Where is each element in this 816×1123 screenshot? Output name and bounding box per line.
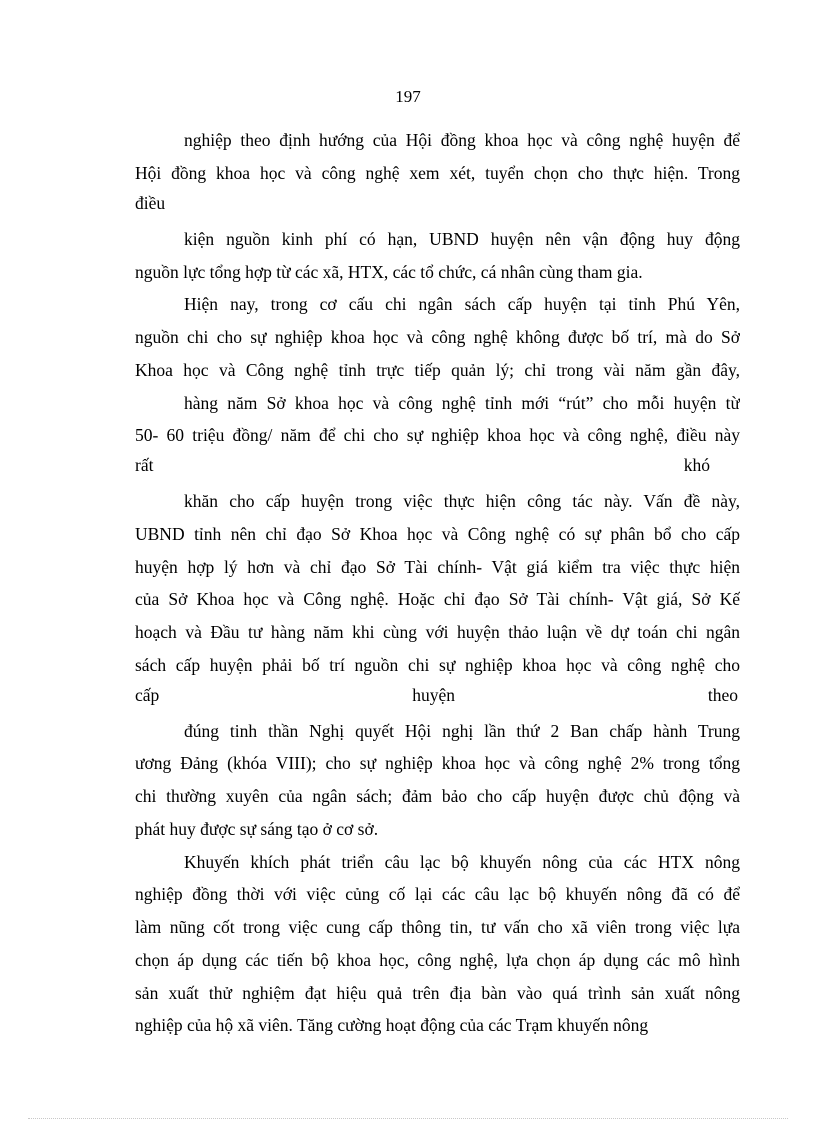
- text-line: nguồn chi cho sự nghiệp khoa học và công nghệ không được bố trí, mà do Sở: [135, 327, 740, 347]
- text-line: Hiện nay, trong cơ cấu chi ngân sách cấp huyện tại tỉnh Phú Yên,: [184, 294, 740, 314]
- text-line: nghiệp theo định hướng của Hội đồng khoa học và công nghệ huyện để: [184, 130, 740, 150]
- text-line: nghiệp đồng thời với việc củng cố lại các câu lạc bộ khuyến nông đã có để: [135, 884, 740, 904]
- page-bottom-rule: [28, 1118, 788, 1119]
- text-line: sách cấp huyện phải bố trí nguồn chi sự nghiệp khoa học và công nghệ cho: [135, 655, 740, 675]
- page-number: 197: [395, 87, 421, 106]
- text-line: Khuyến khích phát triển câu lạc bộ khuyến nông của các HTX nông: [184, 852, 740, 872]
- text-line: sản xuất thử nghiệm đạt hiệu quả trên địa bàn vào quá trình sản xuất nông: [135, 983, 740, 1003]
- text-line: nghiệp của hộ xã viên. Tăng cường hoạt động của các Trạm khuyến nông: [135, 1015, 649, 1035]
- text-line: Khoa học và Công nghệ tỉnh trực tiếp quản lý; chỉ trong vài năm gần đây,: [135, 360, 740, 380]
- text-line: rất khó: [135, 455, 710, 475]
- text-line: 50- 60 triệu đồng/ năm để chi cho sự nghiệp khoa học và công nghệ, điều này: [135, 425, 740, 445]
- text-line: nguồn lực tổng hợp từ các xã, HTX, các tổ chức, cá nhân cùng tham gia.: [135, 262, 643, 282]
- text-line: hoạch và Đầu tư hàng năm khi cùng với huyện thảo luận về dự toán chi ngân: [135, 622, 740, 642]
- text-line: phát huy được sự sáng tạo ở cơ sở.: [135, 819, 379, 839]
- text-line: điều: [135, 193, 166, 213]
- text-line: hàng năm Sở khoa học và công nghệ tỉnh mới “rút” cho mỗi huyện từ: [184, 393, 740, 413]
- text-line: ương Đảng (khóa VIII); cho sự nghiệp khoa học và công nghệ 2% trong tổng: [135, 753, 740, 773]
- text-line: đúng tinh thần Nghị quyết Hội nghị lần thứ 2 Ban chấp hành Trung: [184, 721, 740, 741]
- text-line: cấp huyện theo: [135, 685, 738, 705]
- text-line: UBND tỉnh nên chỉ đạo Sở Khoa học và Công nghệ có sự phân bổ cho cấp: [135, 524, 740, 544]
- text-line: chọn áp dụng các tiến bộ khoa học, công nghệ, lựa chọn áp dụng các mô hình: [135, 950, 740, 970]
- text-line: của Sở Khoa học và Công nghệ. Hoặc chỉ đạo Sở Tài chính- Vật giá, Sở Kế: [135, 589, 740, 609]
- text-line: huyện hợp lý hơn và chỉ đạo Sở Tài chính- Vật giá kiểm tra việc thực hiện: [135, 557, 740, 577]
- text-line: Hội đồng khoa học và công nghệ xem xét, tuyển chọn cho thực hiện. Trong: [135, 163, 740, 183]
- text-line: chi thường xuyên của ngân sách; đảm bảo cho cấp huyện được chủ động và: [135, 786, 740, 806]
- text-line: khăn cho cấp huyện trong việc thực hiện công tác này. Vấn đề này,: [184, 491, 740, 511]
- text-line: kiện nguồn kinh phí có hạn, UBND huyện nên vận động huy động: [184, 229, 740, 249]
- text-line: làm nũng cốt trong việc cung cấp thông tin, tư vấn cho xã viên trong việc lựa: [135, 917, 740, 937]
